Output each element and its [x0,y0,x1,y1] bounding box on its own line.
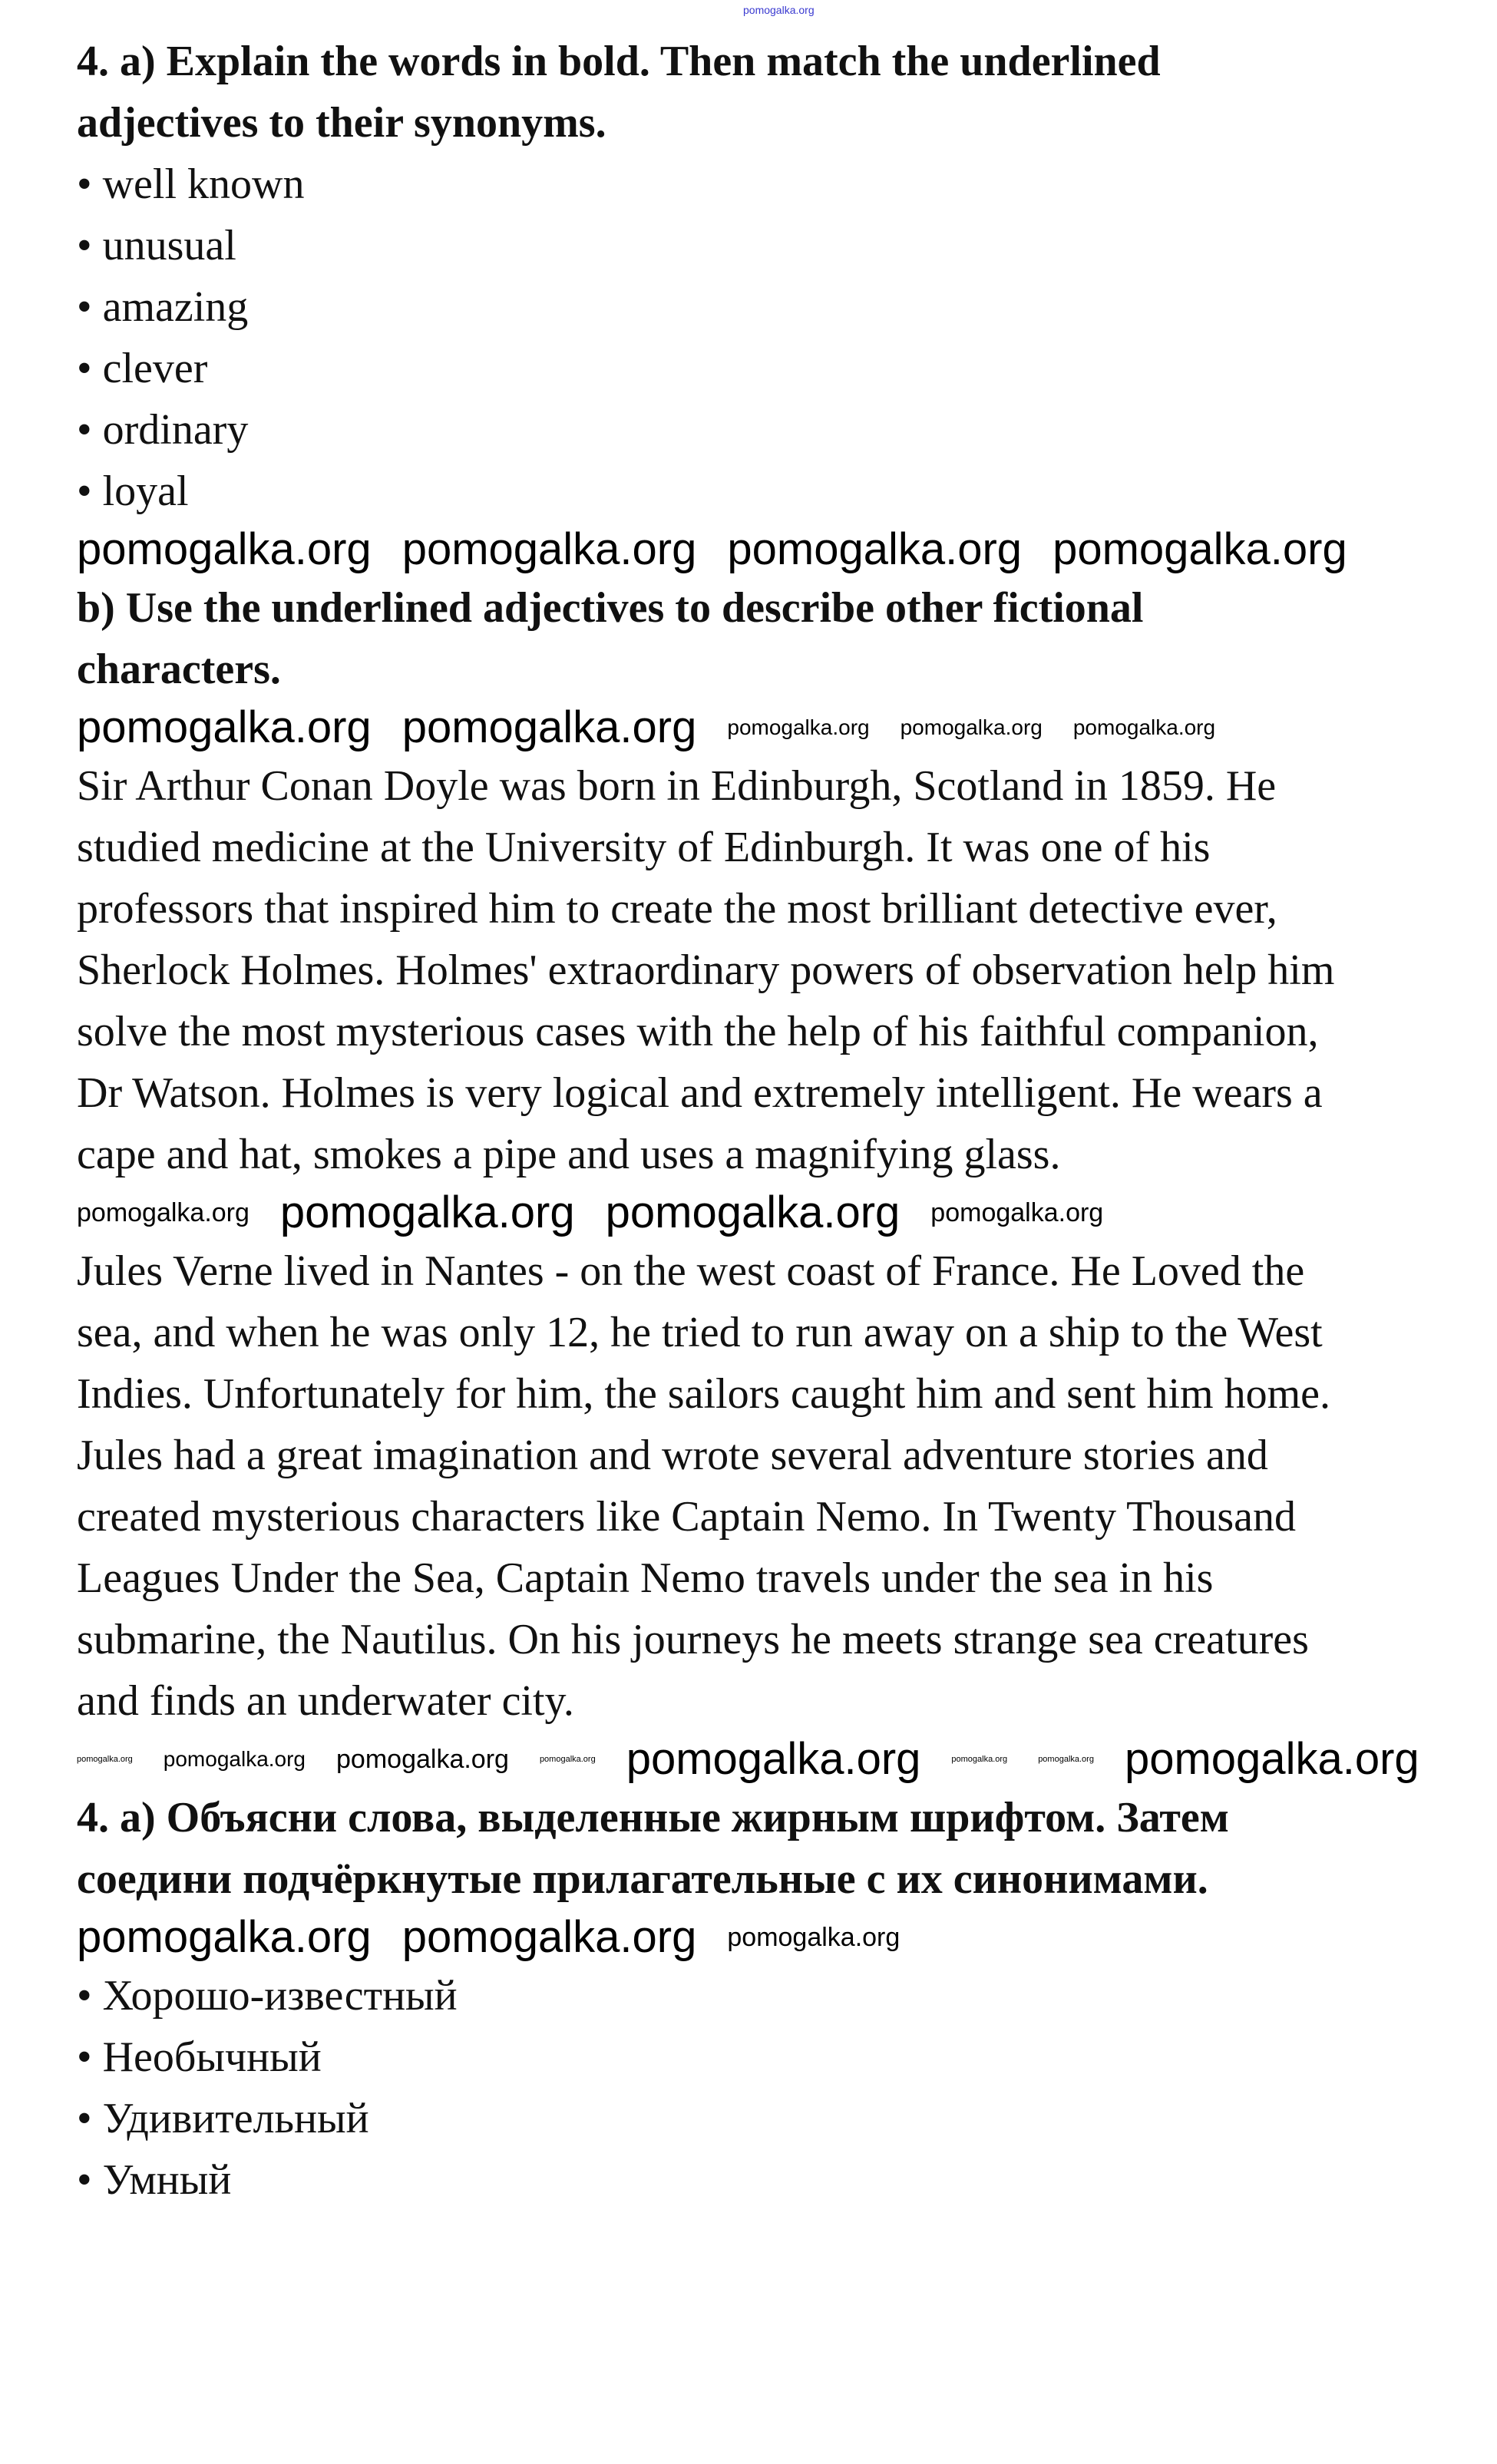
watermark: pomogalka.org [279,1187,575,1237]
watermark: pomogalka.org [626,1734,921,1784]
heading-line: соедини подчёркнутые прилагательные с их синонимами. [77,1855,1208,1903]
text-line: Sherlock Holmes. Holmes' extraordinary powers of observation help him [77,946,1335,994]
watermark: pomogalka.org [77,1754,133,1764]
paragraph-doyle [77,755,1459,1185]
paragraph-verne [77,1240,1459,1732]
heading-line: characters. [77,646,281,693]
watermark: pomogalka.org [77,702,372,752]
text-line: studied medicine at the University of Edinburgh. It was one of his [77,824,1211,871]
watermark: pomogalka.org [163,1747,306,1771]
text-line: Indies. Unfortunately for him, the sailors caught him and sent him home. [77,1370,1330,1418]
heading-line: b) Use the underlined adjectives to describe other fictional [77,584,1144,632]
task-heading-ru [77,1787,1459,1910]
watermark-row [77,1910,1459,1965]
list-item: • Умный [77,2156,232,2204]
text-line: Jules had a great imagination and wrote several adventure stories and [77,1432,1268,1479]
watermark: pomogalka.org [900,715,1043,739]
watermark: pomogalka.org [402,524,697,574]
watermark: pomogalka.org [1124,1734,1419,1784]
text-line: solve the most mysterious cases with the help of his faithful companion, [77,1008,1319,1055]
text-line: Sir Arthur Conan Doyle was born in Edinburgh, Scotland in 1859. He [77,762,1277,810]
text-line: created mysterious characters like Captain Nemo. In Twenty Thousand [77,1493,1296,1541]
text-line: Jules Verne lived in Nantes - on the west coast of France. He Loved the [77,1247,1305,1295]
list-item: • Необычный [77,2033,322,2081]
list-item: • well known [77,160,305,208]
page-content [77,31,1459,2211]
text-line: Leagues Under the Sea, Captain Nemo travels under the sea in his [77,1554,1214,1602]
list-item: • ordinary [77,406,249,454]
list-item: • Хорошо-известный [77,1972,458,2020]
list-item: • amazing [77,283,249,331]
heading-line: 4. а) Объясни слова, выделенные жирным шрифтом. Затем [77,1794,1229,1841]
watermark: pomogalka.org [727,524,1023,574]
watermark: pomogalka.org [727,1923,901,1952]
watermark: pomogalka.org [605,1187,901,1237]
list-item: • unusual [77,222,236,269]
adjective-list-en [77,154,1459,522]
watermark: pomogalka.org [402,702,697,752]
watermark: pomogalka.org [951,1754,1008,1764]
text-line: Dr Watson. Holmes is very logical and extremely intelligent. He wears a [77,1069,1323,1117]
watermark: pomogalka.org [743,4,815,16]
watermark: pomogalka.org [77,524,372,574]
watermark: pomogalka.org [930,1198,1104,1227]
list-item: • Удивительный [77,2095,369,2142]
watermark: pomogalka.org [402,1912,697,1962]
adjective-list-ru [77,1965,1459,2211]
list-item: • clever [77,345,208,392]
watermark: pomogalka.org [336,1745,509,1774]
watermark: pomogalka.org [1053,524,1347,574]
text-line: cape and hat, smokes a pipe and uses a magnifying glass. [77,1131,1061,1178]
task-b-heading [77,577,1459,700]
watermark: pomogalka.org [77,1912,372,1962]
text-line: sea, and when he was only 12, he tried to run away on a ship to the West [77,1309,1323,1356]
watermark: pomogalka.org [727,715,870,739]
heading-line: adjectives to their synonyms. [77,99,606,147]
text-line: and finds an underwater city. [77,1677,574,1725]
watermark: pomogalka.org [539,1754,596,1764]
heading-line: 4. a) Explain the words in bold. Then match the underlined [77,38,1161,85]
watermark-row [77,1185,1459,1240]
text-line: submarine, the Nautilus. On his journeys he meets strange sea creatures [77,1616,1309,1663]
watermark-row [77,700,1459,755]
text-line: professors that inspired him to create the most brilliant detective ever, [77,885,1277,933]
list-item: • loyal [77,467,189,515]
watermark-row [77,522,1459,577]
watermark: pomogalka.org [1038,1754,1094,1764]
watermark: pomogalka.org [1072,715,1216,739]
watermark-row [77,1732,1459,1787]
task-heading-en [77,31,1459,154]
watermark: pomogalka.org [77,1198,250,1227]
